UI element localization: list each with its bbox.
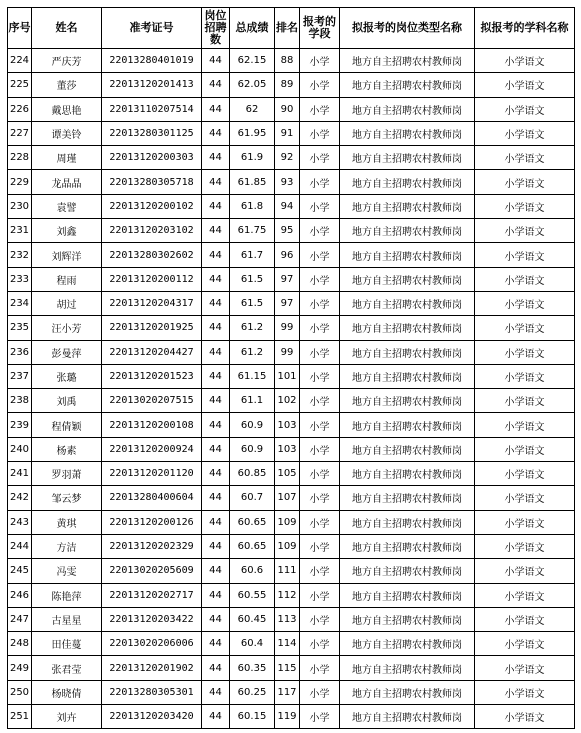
seq-cell: 243 — [8, 510, 32, 534]
positions-cell: 44 — [202, 437, 230, 461]
rank-cell: 91 — [275, 121, 300, 145]
rank-cell: 103 — [275, 413, 300, 437]
seq-cell: 235 — [8, 316, 32, 340]
positions-cell: 44 — [202, 267, 230, 291]
stage-cell: 小学 — [300, 510, 340, 534]
stage-cell: 小学 — [300, 534, 340, 558]
subject-cell: 小学语文 — [475, 73, 575, 97]
table-row — [8, 437, 575, 461]
post-type-cell: 地方自主招聘农村教师岗 — [340, 73, 475, 97]
subject-cell: 小学语文 — [475, 583, 575, 607]
rank-cell: 109 — [275, 510, 300, 534]
subject-cell: 小学语文 — [475, 413, 575, 437]
seq-cell: 250 — [8, 680, 32, 704]
name-cell: 周瑾 — [32, 146, 102, 170]
positions-cell: 44 — [202, 170, 230, 194]
table-row — [8, 534, 575, 558]
header-rank: 排名 — [275, 8, 300, 49]
table-row — [8, 656, 575, 680]
subject-cell: 小学语文 — [475, 632, 575, 656]
subject-cell: 小学语文 — [475, 219, 575, 243]
positions-cell: 44 — [202, 291, 230, 315]
rank-cell: 93 — [275, 170, 300, 194]
total-score-cell: 61.15 — [230, 364, 275, 388]
post-type-cell: 地方自主招聘农村教师岗 — [340, 146, 475, 170]
subject-cell: 小学语文 — [475, 705, 575, 729]
post-type-cell: 地方自主招聘农村教师岗 — [340, 559, 475, 583]
seq-cell: 251 — [8, 705, 32, 729]
name-cell: 张璐 — [32, 364, 102, 388]
name-cell: 程雨 — [32, 267, 102, 291]
total-score-cell: 60.6 — [230, 559, 275, 583]
stage-cell: 小学 — [300, 607, 340, 631]
total-score-cell: 61.7 — [230, 243, 275, 267]
total-score-cell: 60.55 — [230, 583, 275, 607]
stage-cell: 小学 — [300, 413, 340, 437]
rank-cell: 102 — [275, 389, 300, 413]
stage-cell: 小学 — [300, 559, 340, 583]
post-type-cell: 地方自主招聘农村教师岗 — [340, 267, 475, 291]
stage-cell: 小学 — [300, 705, 340, 729]
name-cell: 方洁 — [32, 534, 102, 558]
subject-cell: 小学语文 — [475, 486, 575, 510]
subject-cell: 小学语文 — [475, 49, 575, 73]
table-row — [8, 510, 575, 534]
post-type-cell: 地方自主招聘农村教师岗 — [340, 656, 475, 680]
seq-cell: 230 — [8, 194, 32, 218]
name-cell: 田佳蔓 — [32, 632, 102, 656]
stage-cell: 小学 — [300, 389, 340, 413]
rank-cell: 117 — [275, 680, 300, 704]
positions-cell: 44 — [202, 121, 230, 145]
rank-cell: 92 — [275, 146, 300, 170]
name-cell: 刘辉洋 — [32, 243, 102, 267]
table-row — [8, 194, 575, 218]
ticket-no-cell: 22013020206006 — [102, 632, 202, 656]
rank-cell: 89 — [275, 73, 300, 97]
total-score-cell: 60.9 — [230, 437, 275, 461]
seq-cell: 240 — [8, 437, 32, 461]
subject-cell: 小学语文 — [475, 389, 575, 413]
post-type-cell: 地方自主招聘农村教师岗 — [340, 243, 475, 267]
ticket-no-cell: 22013120200126 — [102, 510, 202, 534]
total-score-cell: 61.9 — [230, 146, 275, 170]
name-cell: 程倩颖 — [32, 413, 102, 437]
ticket-no-cell: 22013120200924 — [102, 437, 202, 461]
positions-cell: 44 — [202, 97, 230, 121]
seq-cell: 233 — [8, 267, 32, 291]
table-row — [8, 73, 575, 97]
name-cell: 陈艳萍 — [32, 583, 102, 607]
post-type-cell: 地方自主招聘农村教师岗 — [340, 486, 475, 510]
positions-cell: 44 — [202, 413, 230, 437]
name-cell: 刘禹 — [32, 389, 102, 413]
name-cell: 古星星 — [32, 607, 102, 631]
seq-cell: 242 — [8, 486, 32, 510]
name-cell: 黄琪 — [32, 510, 102, 534]
post-type-cell: 地方自主招聘农村教师岗 — [340, 413, 475, 437]
ticket-no-cell: 22013280401019 — [102, 49, 202, 73]
header-subject: 拟报考的学科名称 — [475, 8, 575, 49]
positions-cell: 44 — [202, 583, 230, 607]
ticket-no-cell: 22013120203420 — [102, 705, 202, 729]
rank-cell: 111 — [275, 559, 300, 583]
positions-cell: 44 — [202, 656, 230, 680]
post-type-cell: 地方自主招聘农村教师岗 — [340, 97, 475, 121]
rank-cell: 113 — [275, 607, 300, 631]
rank-cell: 119 — [275, 705, 300, 729]
subject-cell: 小学语文 — [475, 291, 575, 315]
name-cell: 戴思艳 — [32, 97, 102, 121]
name-cell: 刘鑫 — [32, 219, 102, 243]
ticket-no-cell: 22013280305718 — [102, 170, 202, 194]
stage-cell: 小学 — [300, 680, 340, 704]
positions-cell: 44 — [202, 194, 230, 218]
seq-cell: 238 — [8, 389, 32, 413]
ticket-no-cell: 22013120200112 — [102, 267, 202, 291]
total-score-cell: 60.65 — [230, 534, 275, 558]
name-cell: 杨素 — [32, 437, 102, 461]
total-score-cell: 61.1 — [230, 389, 275, 413]
positions-cell: 44 — [202, 49, 230, 73]
table-row — [8, 121, 575, 145]
subject-cell: 小学语文 — [475, 437, 575, 461]
stage-cell: 小学 — [300, 656, 340, 680]
positions-cell: 44 — [202, 510, 230, 534]
post-type-cell: 地方自主招聘农村教师岗 — [340, 607, 475, 631]
rank-cell: 97 — [275, 291, 300, 315]
table-row — [8, 583, 575, 607]
table-row — [8, 316, 575, 340]
positions-cell: 44 — [202, 73, 230, 97]
positions-cell: 44 — [202, 364, 230, 388]
stage-cell: 小学 — [300, 219, 340, 243]
ticket-no-cell: 22013120204427 — [102, 340, 202, 364]
stage-cell: 小学 — [300, 49, 340, 73]
seq-cell: 228 — [8, 146, 32, 170]
total-score-cell: 60.4 — [230, 632, 275, 656]
subject-cell: 小学语文 — [475, 607, 575, 631]
header-ticket-no: 准考证号 — [102, 8, 202, 49]
subject-cell: 小学语文 — [475, 340, 575, 364]
subject-cell: 小学语文 — [475, 97, 575, 121]
subject-cell: 小学语文 — [475, 656, 575, 680]
post-type-cell: 地方自主招聘农村教师岗 — [340, 340, 475, 364]
table-row — [8, 389, 575, 413]
name-cell: 杨晓倩 — [32, 680, 102, 704]
table-row — [8, 680, 575, 704]
positions-cell: 44 — [202, 486, 230, 510]
post-type-cell: 地方自主招聘农村教师岗 — [340, 437, 475, 461]
stage-cell: 小学 — [300, 73, 340, 97]
subject-cell: 小学语文 — [475, 267, 575, 291]
table-row — [8, 97, 575, 121]
post-type-cell: 地方自主招聘农村教师岗 — [340, 219, 475, 243]
total-score-cell: 60.7 — [230, 486, 275, 510]
table-row — [8, 559, 575, 583]
table-header-row — [8, 8, 575, 49]
name-cell: 冯雯 — [32, 559, 102, 583]
ticket-no-cell: 22013120201902 — [102, 656, 202, 680]
subject-cell: 小学语文 — [475, 534, 575, 558]
post-type-cell: 地方自主招聘农村教师岗 — [340, 316, 475, 340]
name-cell: 董莎 — [32, 73, 102, 97]
ticket-no-cell: 22013280400604 — [102, 486, 202, 510]
post-type-cell: 地方自主招聘农村教师岗 — [340, 121, 475, 145]
stage-cell: 小学 — [300, 437, 340, 461]
table-row — [8, 705, 575, 729]
header-stage: 报考的学段 — [300, 8, 340, 49]
post-type-cell: 地方自主招聘农村教师岗 — [340, 462, 475, 486]
post-type-cell: 地方自主招聘农村教师岗 — [340, 194, 475, 218]
stage-cell: 小学 — [300, 462, 340, 486]
ticket-no-cell: 22013120202717 — [102, 583, 202, 607]
stage-cell: 小学 — [300, 194, 340, 218]
table-row — [8, 340, 575, 364]
positions-cell: 44 — [202, 389, 230, 413]
seq-cell: 237 — [8, 364, 32, 388]
post-type-cell: 地方自主招聘农村教师岗 — [340, 49, 475, 73]
positions-cell: 44 — [202, 607, 230, 631]
positions-cell: 44 — [202, 534, 230, 558]
total-score-cell: 60.45 — [230, 607, 275, 631]
positions-cell: 44 — [202, 219, 230, 243]
rank-cell: 103 — [275, 437, 300, 461]
name-cell: 彭曼萍 — [32, 340, 102, 364]
header-post-type: 拟报考的岗位类型名称 — [340, 8, 475, 49]
name-cell: 张君莹 — [32, 656, 102, 680]
rank-cell: 99 — [275, 316, 300, 340]
ticket-no-cell: 22013120201925 — [102, 316, 202, 340]
rank-cell: 112 — [275, 583, 300, 607]
table-row — [8, 49, 575, 73]
ticket-no-cell: 22013020207515 — [102, 389, 202, 413]
total-score-cell: 60.35 — [230, 656, 275, 680]
header-total-score: 总成绩 — [230, 8, 275, 49]
subject-cell: 小学语文 — [475, 462, 575, 486]
seq-cell: 224 — [8, 49, 32, 73]
table-row — [8, 243, 575, 267]
stage-cell: 小学 — [300, 632, 340, 656]
table-row — [8, 462, 575, 486]
positions-cell: 44 — [202, 316, 230, 340]
rank-cell: 105 — [275, 462, 300, 486]
header-positions: 岗位招聘数 — [202, 8, 230, 49]
table-row — [8, 607, 575, 631]
positions-cell: 44 — [202, 462, 230, 486]
seq-cell: 245 — [8, 559, 32, 583]
seq-cell: 226 — [8, 97, 32, 121]
rank-cell: 109 — [275, 534, 300, 558]
total-score-cell: 60.9 — [230, 413, 275, 437]
ticket-no-cell: 22013120201120 — [102, 462, 202, 486]
ticket-no-cell: 22013120203422 — [102, 607, 202, 631]
ticket-no-cell: 22013120202329 — [102, 534, 202, 558]
positions-cell: 44 — [202, 340, 230, 364]
table-row — [8, 413, 575, 437]
ticket-no-cell: 22013110207514 — [102, 97, 202, 121]
seq-cell: 246 — [8, 583, 32, 607]
name-cell: 胡过 — [32, 291, 102, 315]
rank-cell: 101 — [275, 364, 300, 388]
table-row — [8, 219, 575, 243]
rank-cell: 90 — [275, 97, 300, 121]
positions-cell: 44 — [202, 705, 230, 729]
post-type-cell: 地方自主招聘农村教师岗 — [340, 510, 475, 534]
stage-cell: 小学 — [300, 486, 340, 510]
ticket-no-cell: 22013280305301 — [102, 680, 202, 704]
total-score-cell: 60.25 — [230, 680, 275, 704]
subject-cell: 小学语文 — [475, 170, 575, 194]
ticket-no-cell: 22013120203102 — [102, 219, 202, 243]
table-row — [8, 632, 575, 656]
total-score-cell: 61.8 — [230, 194, 275, 218]
ticket-no-cell: 22013280301125 — [102, 121, 202, 145]
table-row — [8, 291, 575, 315]
name-cell: 邹云梦 — [32, 486, 102, 510]
results-table — [7, 7, 575, 729]
ticket-no-cell: 22013020205609 — [102, 559, 202, 583]
subject-cell: 小学语文 — [475, 194, 575, 218]
name-cell: 刘卉 — [32, 705, 102, 729]
ticket-no-cell: 22013120200102 — [102, 194, 202, 218]
seq-cell: 236 — [8, 340, 32, 364]
stage-cell: 小学 — [300, 291, 340, 315]
header-seq: 序号 — [8, 8, 32, 49]
rank-cell: 88 — [275, 49, 300, 73]
total-score-cell: 61.2 — [230, 316, 275, 340]
stage-cell: 小学 — [300, 316, 340, 340]
seq-cell: 232 — [8, 243, 32, 267]
rank-cell: 107 — [275, 486, 300, 510]
subject-cell: 小学语文 — [475, 364, 575, 388]
post-type-cell: 地方自主招聘农村教师岗 — [340, 583, 475, 607]
subject-cell: 小学语文 — [475, 316, 575, 340]
ticket-no-cell: 22013120201413 — [102, 73, 202, 97]
table-row — [8, 364, 575, 388]
table-row — [8, 486, 575, 510]
post-type-cell: 地方自主招聘农村教师岗 — [340, 632, 475, 656]
seq-cell: 248 — [8, 632, 32, 656]
name-cell: 袁譬 — [32, 194, 102, 218]
total-score-cell: 60.15 — [230, 705, 275, 729]
rank-cell: 99 — [275, 340, 300, 364]
positions-cell: 44 — [202, 243, 230, 267]
ticket-no-cell: 22013120204317 — [102, 291, 202, 315]
total-score-cell: 62 — [230, 97, 275, 121]
stage-cell: 小学 — [300, 364, 340, 388]
rank-cell: 94 — [275, 194, 300, 218]
post-type-cell: 地方自主招聘农村教师岗 — [340, 170, 475, 194]
rank-cell: 97 — [275, 267, 300, 291]
name-cell: 严庆芳 — [32, 49, 102, 73]
rank-cell: 114 — [275, 632, 300, 656]
positions-cell: 44 — [202, 559, 230, 583]
name-cell: 罗羽萧 — [32, 462, 102, 486]
ticket-no-cell: 22013280302602 — [102, 243, 202, 267]
seq-cell: 229 — [8, 170, 32, 194]
positions-cell: 44 — [202, 680, 230, 704]
total-score-cell: 61.75 — [230, 219, 275, 243]
total-score-cell: 61.5 — [230, 267, 275, 291]
positions-cell: 44 — [202, 632, 230, 656]
seq-cell: 241 — [8, 462, 32, 486]
name-cell: 龙晶晶 — [32, 170, 102, 194]
table-row — [8, 267, 575, 291]
post-type-cell: 地方自主招聘农村教师岗 — [340, 364, 475, 388]
total-score-cell: 60.65 — [230, 510, 275, 534]
table-body — [8, 49, 575, 729]
total-score-cell: 61.2 — [230, 340, 275, 364]
stage-cell: 小学 — [300, 583, 340, 607]
positions-cell: 44 — [202, 146, 230, 170]
ticket-no-cell: 22013120200303 — [102, 146, 202, 170]
stage-cell: 小学 — [300, 97, 340, 121]
name-cell: 谭美铃 — [32, 121, 102, 145]
name-cell: 汪小芳 — [32, 316, 102, 340]
rank-cell: 96 — [275, 243, 300, 267]
seq-cell: 244 — [8, 534, 32, 558]
subject-cell: 小学语文 — [475, 146, 575, 170]
seq-cell: 234 — [8, 291, 32, 315]
seq-cell: 225 — [8, 73, 32, 97]
rank-cell: 95 — [275, 219, 300, 243]
header-name: 姓名 — [32, 8, 102, 49]
post-type-cell: 地方自主招聘农村教师岗 — [340, 291, 475, 315]
total-score-cell: 61.85 — [230, 170, 275, 194]
subject-cell: 小学语文 — [475, 680, 575, 704]
subject-cell: 小学语文 — [475, 510, 575, 534]
ticket-no-cell: 22013120201523 — [102, 364, 202, 388]
total-score-cell: 60.85 — [230, 462, 275, 486]
total-score-cell: 62.05 — [230, 73, 275, 97]
stage-cell: 小学 — [300, 267, 340, 291]
total-score-cell: 61.5 — [230, 291, 275, 315]
subject-cell: 小学语文 — [475, 559, 575, 583]
post-type-cell: 地方自主招聘农村教师岗 — [340, 680, 475, 704]
table-row — [8, 170, 575, 194]
post-type-cell: 地方自主招聘农村教师岗 — [340, 389, 475, 413]
seq-cell: 231 — [8, 219, 32, 243]
stage-cell: 小学 — [300, 146, 340, 170]
ticket-no-cell: 22013120200108 — [102, 413, 202, 437]
post-type-cell: 地方自主招聘农村教师岗 — [340, 534, 475, 558]
seq-cell: 249 — [8, 656, 32, 680]
total-score-cell: 62.15 — [230, 49, 275, 73]
stage-cell: 小学 — [300, 243, 340, 267]
subject-cell: 小学语文 — [475, 121, 575, 145]
table-row — [8, 146, 575, 170]
rank-cell: 115 — [275, 656, 300, 680]
subject-cell: 小学语文 — [475, 243, 575, 267]
seq-cell: 227 — [8, 121, 32, 145]
stage-cell: 小学 — [300, 121, 340, 145]
seq-cell: 239 — [8, 413, 32, 437]
total-score-cell: 61.95 — [230, 121, 275, 145]
stage-cell: 小学 — [300, 340, 340, 364]
stage-cell: 小学 — [300, 170, 340, 194]
post-type-cell: 地方自主招聘农村教师岗 — [340, 705, 475, 729]
seq-cell: 247 — [8, 607, 32, 631]
